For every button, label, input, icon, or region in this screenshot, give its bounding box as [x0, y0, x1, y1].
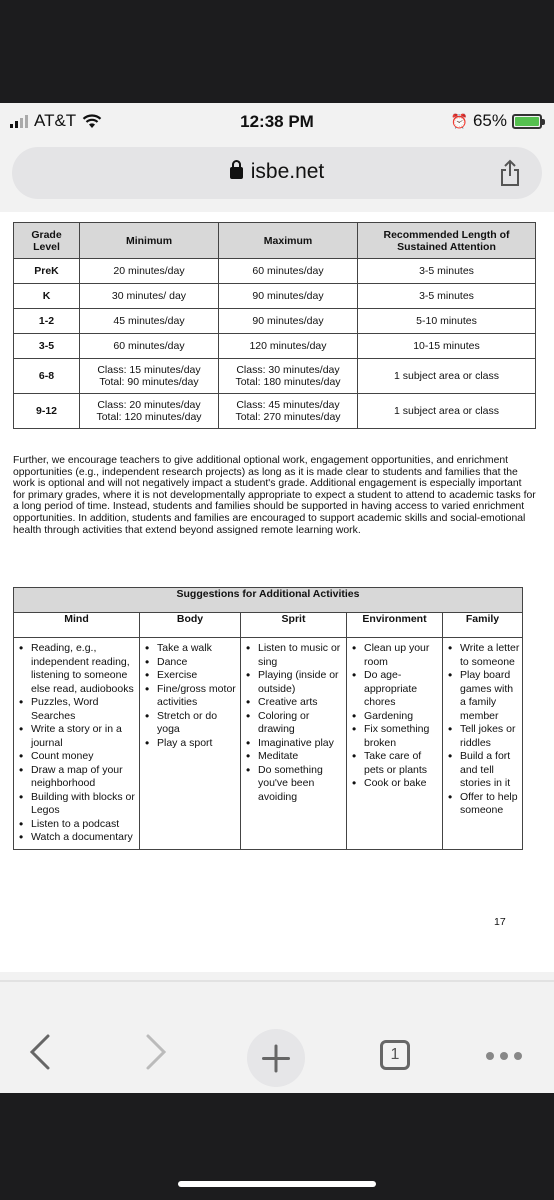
lock-icon: [230, 167, 243, 179]
header-attention: Recommended Length of Sustained Attention: [358, 223, 536, 259]
battery-percent: 65%: [472, 111, 507, 130]
home-indicator[interactable]: [178, 1181, 376, 1187]
attention-cell: 3-5 minutes: [358, 259, 536, 284]
list-item: • Offer to help someone: [445, 791, 520, 818]
table-row: [14, 394, 536, 429]
list-item: • Fix something broken: [349, 723, 440, 750]
list-item: • Meditate: [243, 750, 344, 764]
sprit-column: [241, 638, 347, 850]
divider: [0, 980, 554, 982]
list-item: • Draw a map of your neighborhood: [16, 764, 137, 791]
environment-list: [347, 638, 442, 795]
back-icon[interactable]: [26, 1032, 54, 1072]
tabs-button[interactable]: 1: [380, 1040, 410, 1070]
grade-cell: 1-2: [14, 309, 80, 334]
list-item: • Count money: [16, 750, 137, 764]
max-cell: [219, 359, 358, 394]
column-header: Body: [140, 613, 241, 638]
list-item: • Build a fort and tell stories in it: [445, 750, 520, 791]
family-list: [443, 638, 522, 822]
list-item: • Take care of pets or plants: [349, 750, 440, 777]
list-item: • Listen to a podcast: [16, 818, 137, 832]
list-item: • Cook or bake: [349, 777, 440, 791]
list-item: • Play a sport: [142, 737, 238, 751]
grade-cell: PreK: [14, 259, 80, 284]
list-item: • Take a walk: [142, 642, 238, 656]
max-cell: 120 minutes/day: [219, 334, 358, 359]
list-item: • Write a story or in a journal: [16, 723, 137, 750]
table-row: [14, 309, 536, 334]
mind-column: [14, 638, 140, 850]
min-cell: [80, 359, 219, 394]
status-right: [451, 111, 542, 131]
url-domain: isbe.net: [250, 160, 325, 183]
max-cell: [219, 394, 358, 429]
header-maximum: Maximum: [219, 223, 358, 259]
table-row: [14, 359, 536, 394]
body-paragraph: Further, we encourage teachers to give additional optional work, engagement opportunities, and enrichment opportunities (e.g., independent research projects) as long as it is made clear to students and families that the work is optional and will not negatively impact a student's grade. Additional engagement is especially important for primary grades, where it is not developmentally appropriate to expect a student to attend to academic tasks for a long period of time. Instead, students and families should be supported in having access to varied enrichment opportunities. In addition, students and families are encouraged to support academic skills and social-emotional health through activities that extend beyond assigned remote learning work.: [13, 455, 536, 536]
top-black-bar: [0, 0, 554, 103]
column-header: Environment: [347, 613, 443, 638]
list-item: • Stretch or do yoga: [142, 710, 238, 737]
address-bar[interactable]: [12, 147, 542, 199]
url-display[interactable]: [12, 160, 542, 184]
min-cell: 45 minutes/day: [80, 309, 219, 334]
table-row: [14, 334, 536, 359]
max-cell: 90 minutes/day: [219, 309, 358, 334]
attention-cell: 5-10 minutes: [358, 309, 536, 334]
list-item: • Gardening: [349, 710, 440, 724]
list-item: • Do something you've been avoiding: [243, 764, 344, 805]
alarm-icon: ⏰: [450, 112, 468, 129]
activities-title: Suggestions for Additional Activities: [14, 588, 523, 613]
list-item: • Creative arts: [243, 696, 344, 710]
header-grade: Grade Level: [14, 223, 80, 259]
list-item: • Puzzles, Word Searches: [16, 696, 137, 723]
body-column: [140, 638, 241, 850]
list-item: • Imaginative play: [243, 737, 344, 751]
carrier-label: AT&T: [34, 111, 77, 130]
table-row: [14, 284, 536, 309]
grade-cell: 6-8: [14, 359, 80, 394]
column-header: Mind: [14, 613, 140, 638]
list-item: • Fine/gross motor activities: [142, 683, 238, 710]
environment-column: [347, 638, 443, 850]
list-item: • Reading, e.g., independent reading, listening to someone else read, audiobooks: [16, 642, 137, 696]
column-header: Family: [443, 613, 523, 638]
mind-list: [14, 638, 139, 849]
body-list: [140, 638, 240, 754]
header-minimum: Minimum: [80, 223, 219, 259]
list-item: • Playing (inside or outside): [243, 669, 344, 696]
more-menu-icon[interactable]: [486, 1052, 522, 1060]
min-cell: [80, 394, 219, 429]
new-tab-button[interactable]: [247, 1029, 305, 1087]
table-row: [14, 259, 536, 284]
activities-table: [13, 587, 523, 850]
list-item: • Clean up your room: [349, 642, 440, 669]
attention-cell: 3-5 minutes: [358, 284, 536, 309]
page-number: 17: [494, 916, 506, 928]
sprit-list: [241, 638, 346, 808]
forward-icon[interactable]: [142, 1032, 170, 1072]
list-item: • Tell jokes or riddles: [445, 723, 520, 750]
list-item: • Watch a documentary: [16, 831, 137, 845]
min-cell: 60 minutes/day: [80, 334, 219, 359]
grade-cell: 9-12: [14, 394, 80, 429]
min-class: Class: 15 minutes/day: [97, 364, 201, 376]
max-cell: 60 minutes/day: [219, 259, 358, 284]
list-item: • Listen to music or sing: [243, 642, 344, 669]
max-class: Class: 30 minutes/day: [236, 364, 340, 376]
max-cell: 90 minutes/day: [219, 284, 358, 309]
list-item: • Coloring or drawing: [243, 710, 344, 737]
min-cell: 20 minutes/day: [80, 259, 219, 284]
list-item: • Write a letter to someone: [445, 642, 520, 669]
attention-cell: 10-15 minutes: [358, 334, 536, 359]
min-class: Class: 20 minutes/day: [97, 399, 201, 411]
grade-cell: 3-5: [14, 334, 80, 359]
max-class: Class: 45 minutes/day: [236, 399, 340, 411]
clock: 12:38 PM: [240, 112, 314, 131]
list-item: • Exercise: [142, 669, 238, 683]
battery-icon: [512, 114, 542, 129]
share-icon[interactable]: [498, 159, 522, 187]
column-header: Sprit: [241, 613, 347, 638]
min-cell: 30 minutes/ day: [80, 284, 219, 309]
list-item: • Play board games with a family member: [445, 669, 520, 723]
min-total: Total: 120 minutes/day: [96, 411, 202, 423]
grade-cell: K: [14, 284, 80, 309]
attention-cell: 1 subject area or class: [358, 394, 536, 429]
max-total: Total: 180 minutes/day: [235, 376, 341, 388]
bottom-toolbar: [0, 1020, 554, 1090]
list-item: • Dance: [142, 656, 238, 670]
screen-time-table: [13, 222, 536, 429]
list-item: • Do age-appropriate chores: [349, 669, 440, 710]
status-bar: [0, 103, 554, 141]
min-total: Total: 90 minutes/day: [99, 376, 199, 388]
attention-cell: 1 subject area or class: [358, 359, 536, 394]
family-column: [443, 638, 523, 850]
list-item: • Building with blocks or Legos: [16, 791, 137, 818]
max-total: Total: 270 minutes/day: [235, 411, 341, 423]
